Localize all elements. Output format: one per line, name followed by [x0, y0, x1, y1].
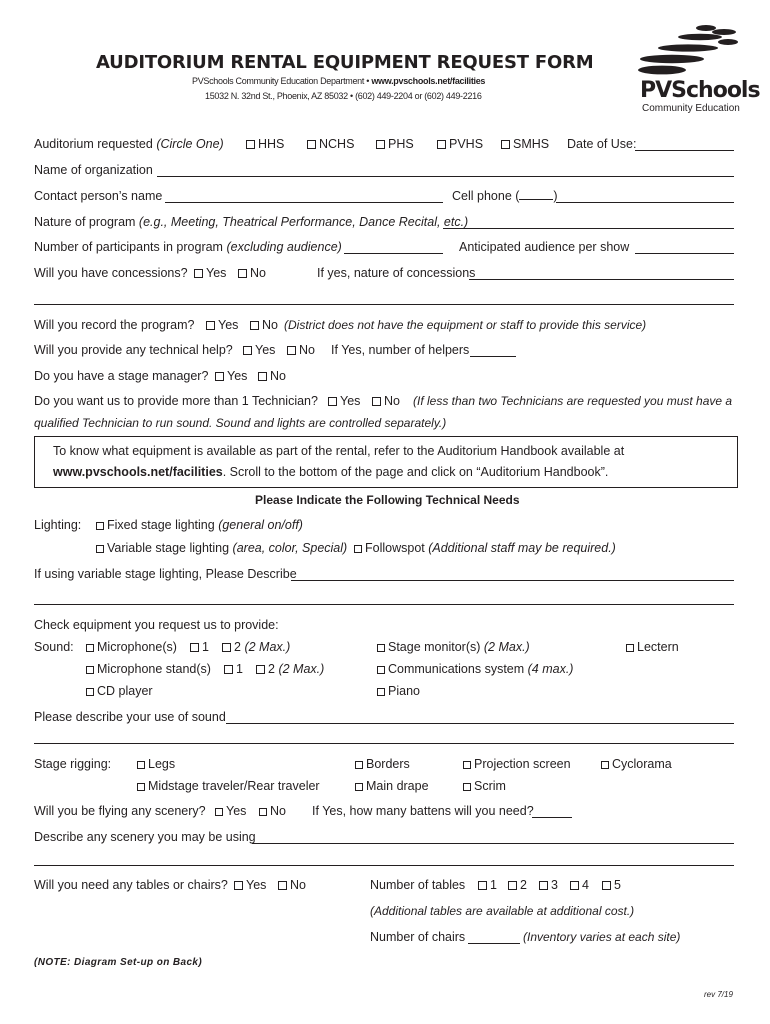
record-note: (District does not have the equipment or staff to provide this service) — [284, 318, 647, 332]
additional-tables-note: (Additional tables are available at additional cost.) — [370, 904, 635, 918]
checkbox[interactable] — [256, 665, 265, 674]
audience-label: Anticipated audience per show — [459, 240, 630, 254]
auditorium-row: Auditorium requested (Circle One) — [34, 137, 224, 151]
scenery-field[interactable] — [252, 843, 734, 844]
record-yes[interactable]: Yes — [206, 318, 238, 332]
inventory-note: (Inventory varies at each site) — [523, 930, 681, 944]
checkbox[interactable] — [377, 644, 385, 652]
mic-stand-qty-2[interactable]: 2 (2 Max.) — [256, 662, 324, 676]
nature-label: Nature of program (e.g., Meeting, Theatrical Performance, Dance Recital, etc.) — [34, 215, 469, 229]
tables-qty-2[interactable]: 2 — [508, 878, 527, 892]
main-drape-option[interactable]: Main drape — [355, 779, 429, 793]
battens-field[interactable] — [532, 817, 572, 818]
mic-stand-option[interactable]: Microphone stand(s) — [86, 662, 211, 676]
checkbox[interactable] — [86, 688, 94, 696]
checkbox[interactable] — [377, 666, 385, 674]
logo-subtitle: Community Education — [642, 103, 740, 114]
microphone-qty-1[interactable]: 1 — [190, 640, 209, 654]
website-link[interactable]: www.pvschools.net/facilities — [371, 76, 486, 86]
checkbox[interactable] — [601, 761, 609, 769]
nature-field[interactable] — [443, 228, 734, 229]
concessions-extra-line[interactable] — [34, 304, 734, 305]
checkbox[interactable] — [96, 545, 104, 553]
checkbox[interactable] — [86, 666, 94, 674]
technician-note-2: qualified Technician to run sound. Sound and lights are controlled separately.) — [34, 416, 447, 430]
checkbox[interactable] — [463, 783, 471, 791]
checkbox[interactable] — [463, 761, 471, 769]
concessions-no[interactable]: No — [238, 266, 266, 280]
technician-label: Do you want us to provide more than 1 Technician? — [34, 394, 318, 408]
participants-field[interactable] — [344, 253, 443, 254]
handbook-link[interactable]: www.pvschools.net/facilities — [53, 465, 223, 479]
legs-option[interactable]: Legs — [137, 757, 175, 771]
sound-label: Sound: — [34, 640, 74, 654]
option-smhs[interactable]: SMHS — [501, 137, 549, 151]
tables-qty-1[interactable]: 1 — [478, 878, 497, 892]
address-line: 15032 N. 32nd St., Phoenix, AZ 85032 • (602) 449-2204 or (602) 449-2216 — [205, 91, 482, 101]
checkbox[interactable] — [328, 397, 337, 406]
helpers-field[interactable] — [470, 356, 516, 357]
org-field[interactable] — [157, 176, 734, 177]
sound-describe-extra[interactable] — [34, 743, 734, 744]
technician-note: (If less than two Technicians are requested you must have a — [413, 394, 733, 408]
flying-yes[interactable]: Yes — [215, 804, 246, 818]
pvschools-logo — [636, 22, 760, 116]
microphone-option[interactable]: Microphone(s) — [86, 640, 177, 654]
checkbox[interactable] — [224, 665, 233, 674]
scenery-extra[interactable] — [34, 865, 734, 866]
audience-field[interactable] — [635, 253, 734, 254]
logo-name: PVSchools — [640, 78, 760, 103]
tech-needs-heading: Please Indicate the Following Technical Needs — [255, 493, 520, 507]
diagram-note: (NOTE: Diagram Set-up on Back) — [34, 957, 203, 968]
option-phs[interactable]: PHS — [376, 137, 414, 151]
lighting-label: Lighting: — [34, 518, 82, 532]
checkbox[interactable] — [437, 140, 446, 149]
tables-question: Will you need any tables or chairs? — [34, 878, 228, 892]
lighting-describe-extra[interactable] — [34, 604, 734, 605]
checkbox[interactable] — [246, 140, 255, 149]
midstage-option[interactable]: Midstage traveler/Rear traveler — [137, 779, 320, 793]
checkbox[interactable] — [355, 761, 363, 769]
tables-qty-5[interactable]: 5 — [602, 878, 621, 892]
checkbox[interactable] — [222, 643, 231, 652]
date-of-use-field[interactable] — [635, 150, 734, 151]
followspot-option[interactable]: Followspot (Additional staff may be required.) — [354, 541, 616, 555]
form-title: AUDITORIUM RENTAL EQUIPMENT REQUEST FORM — [96, 52, 594, 73]
revision-label: rev 7/19 — [704, 990, 733, 999]
battens-label: If Yes, how many battens will you need? — [312, 804, 534, 818]
flying-label: Will you be flying any scenery? — [34, 804, 206, 818]
record-no[interactable]: No — [250, 318, 278, 332]
cd-player-option[interactable]: CD player — [86, 684, 153, 698]
checkbox[interactable] — [234, 881, 243, 890]
checkbox[interactable] — [86, 644, 94, 652]
lectern-option[interactable]: Lectern — [626, 640, 679, 654]
microphone-qty-2[interactable]: 2 (2 Max.) — [222, 640, 290, 654]
cell-field[interactable] — [556, 202, 734, 203]
tables-no[interactable]: No — [278, 878, 306, 892]
checkbox[interactable] — [206, 321, 215, 330]
contact-field[interactable] — [165, 202, 443, 203]
checkbox[interactable] — [194, 269, 203, 278]
fixed-lighting-option[interactable]: Fixed stage lighting (general on/off) — [96, 518, 303, 532]
helpers-label: If Yes, number of helpers — [331, 343, 470, 357]
rigging-label: Stage rigging: — [34, 757, 112, 771]
comms-system-option[interactable]: Communications system (4 max.) — [377, 662, 573, 676]
checkbox[interactable] — [190, 643, 199, 652]
checkbox[interactable] — [137, 783, 145, 791]
stage-manager-no[interactable]: No — [258, 369, 286, 383]
chairs-field[interactable] — [468, 943, 520, 944]
tech-help-no[interactable]: No — [287, 343, 315, 357]
concessions-label: Will you have concessions? — [34, 266, 188, 280]
scenery-label: Describe any scenery you may be using — [34, 830, 256, 844]
participants-label: Number of participants in program (excluding audience) — [34, 240, 342, 254]
org-label: Name of organization — [34, 163, 153, 177]
checkbox[interactable] — [501, 140, 510, 149]
date-of-use-label: Date of Use: — [567, 137, 637, 151]
lighting-describe-label: If using variable stage lighting, Please Describe — [34, 567, 297, 581]
cell-label: Cell phone ( ) — [452, 189, 558, 203]
concessions-yes[interactable]: Yes — [194, 266, 226, 280]
option-hhs[interactable]: HHS — [246, 137, 284, 151]
checkbox[interactable] — [259, 808, 267, 816]
checkbox[interactable] — [96, 522, 104, 530]
technician-yes[interactable]: Yes — [328, 394, 360, 408]
checkbox[interactable] — [508, 881, 517, 890]
projection-screen-option[interactable]: Projection screen — [463, 757, 571, 771]
equipment-check-label: Check equipment you request us to provide: — [34, 618, 279, 632]
stage-manager-yes[interactable]: Yes — [215, 369, 247, 383]
tables-yes[interactable]: Yes — [234, 878, 266, 892]
checkbox[interactable] — [258, 372, 267, 381]
borders-option[interactable]: Borders — [355, 757, 410, 771]
info-line-2: www.pvschools.net/facilities. Scroll to the bottom of the page and click on “Auditorium Handbook”. — [53, 465, 609, 479]
option-pvhs[interactable]: PVHS — [437, 137, 483, 151]
piano-option[interactable]: Piano — [377, 684, 420, 698]
checkbox[interactable] — [570, 881, 579, 890]
concessions-nature-field[interactable] — [469, 279, 734, 280]
logo-stripes-icon — [636, 22, 748, 80]
checkbox[interactable] — [376, 140, 385, 149]
checkbox[interactable] — [250, 321, 259, 330]
tech-help-label: Will you provide any technical help? — [34, 343, 233, 357]
checkbox[interactable] — [354, 545, 362, 553]
concessions-nature-label: If yes, nature of concessions — [317, 266, 476, 280]
checkbox[interactable] — [539, 881, 548, 890]
checkbox[interactable] — [626, 644, 634, 652]
contact-label: Contact person’s name — [34, 189, 163, 203]
checkbox[interactable] — [238, 269, 247, 278]
tables-qty-4[interactable]: 4 — [570, 878, 589, 892]
tech-help-yes[interactable]: Yes — [243, 343, 275, 357]
flying-no[interactable]: No — [259, 804, 286, 818]
checkbox[interactable] — [377, 688, 385, 696]
stage-manager-label: Do you have a stage manager? — [34, 369, 209, 383]
record-label: Will you record the program? — [34, 318, 195, 332]
checkbox[interactable] — [372, 397, 381, 406]
number-of-chairs-label: Number of chairs — [370, 930, 466, 944]
option-nchs[interactable]: NCHS — [307, 137, 354, 151]
number-of-tables-label: Number of tables — [370, 878, 466, 892]
checkbox[interactable] — [215, 808, 223, 816]
checkbox[interactable] — [243, 346, 252, 355]
checkbox[interactable] — [602, 881, 611, 890]
stage-monitor-option[interactable]: Stage monitor(s) (2 Max.) — [377, 640, 530, 654]
tables-qty-3[interactable]: 3 — [539, 878, 558, 892]
sound-describe-label: Please describe your use of sound — [34, 710, 226, 724]
mic-stand-qty-1[interactable]: 1 — [224, 662, 243, 676]
variable-lighting-option[interactable]: Variable stage lighting (area, color, Special) — [96, 541, 347, 555]
dept-line: PVSchools Community Education Department • www.pvschools.net/facilities — [192, 76, 486, 86]
checkbox[interactable] — [137, 761, 145, 769]
lighting-describe-field[interactable] — [291, 580, 734, 581]
checkbox[interactable] — [355, 783, 363, 791]
cyclorama-option[interactable]: Cyclorama — [601, 757, 672, 771]
scrim-option[interactable]: Scrim — [463, 779, 506, 793]
technician-no[interactable]: No — [372, 394, 400, 408]
checkbox[interactable] — [215, 372, 224, 381]
checkbox[interactable] — [307, 140, 316, 149]
checkbox[interactable] — [278, 881, 287, 890]
checkbox[interactable] — [478, 881, 487, 890]
info-line-1: To know what equipment is available as part of the rental, refer to the Auditorium Handbook available at — [53, 444, 625, 458]
checkbox[interactable] — [287, 346, 296, 355]
sound-describe-field[interactable] — [226, 723, 734, 724]
